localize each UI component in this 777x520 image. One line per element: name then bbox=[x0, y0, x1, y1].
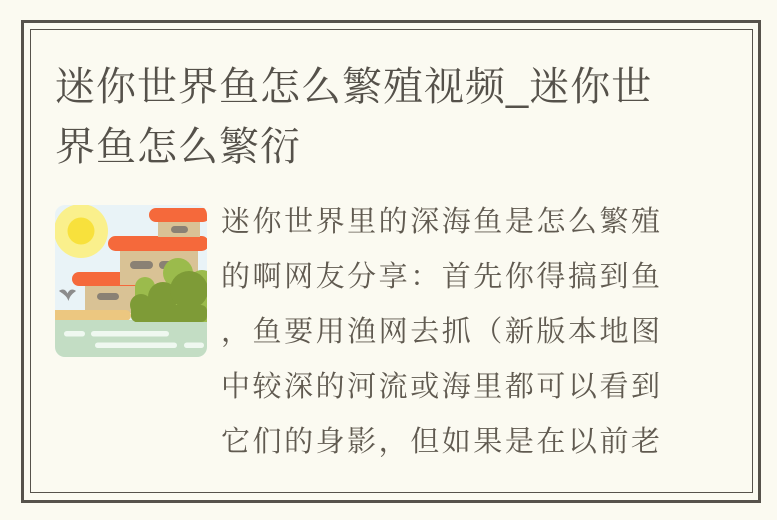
body-line: 它们的身影，但如果是在以前老 bbox=[221, 426, 660, 458]
body-line: 中较深的河流或海里都可以看到 bbox=[221, 371, 660, 403]
article-body-row bbox=[55, 205, 728, 470]
landscape-illustration bbox=[55, 205, 207, 357]
body-line: 的啊网友分享：首先你得搞到鱼 bbox=[221, 261, 660, 293]
page-title bbox=[55, 57, 728, 177]
sand-strip bbox=[55, 310, 131, 321]
page-content bbox=[32, 31, 751, 491]
article-body bbox=[221, 195, 660, 470]
water bbox=[55, 320, 207, 357]
article-thumbnail bbox=[55, 205, 207, 357]
page-title-line-2: 界鱼怎么繁衍 bbox=[55, 125, 301, 169]
sun-icon bbox=[55, 205, 108, 258]
page-title-line-1: 迷你世界鱼怎么繁殖视频_迷你世 bbox=[55, 65, 653, 109]
body-line: ，鱼要用渔网去抓（新版本地图 bbox=[221, 316, 660, 348]
body-line: 迷你世界里的深海鱼是怎么繁殖 bbox=[221, 206, 660, 238]
